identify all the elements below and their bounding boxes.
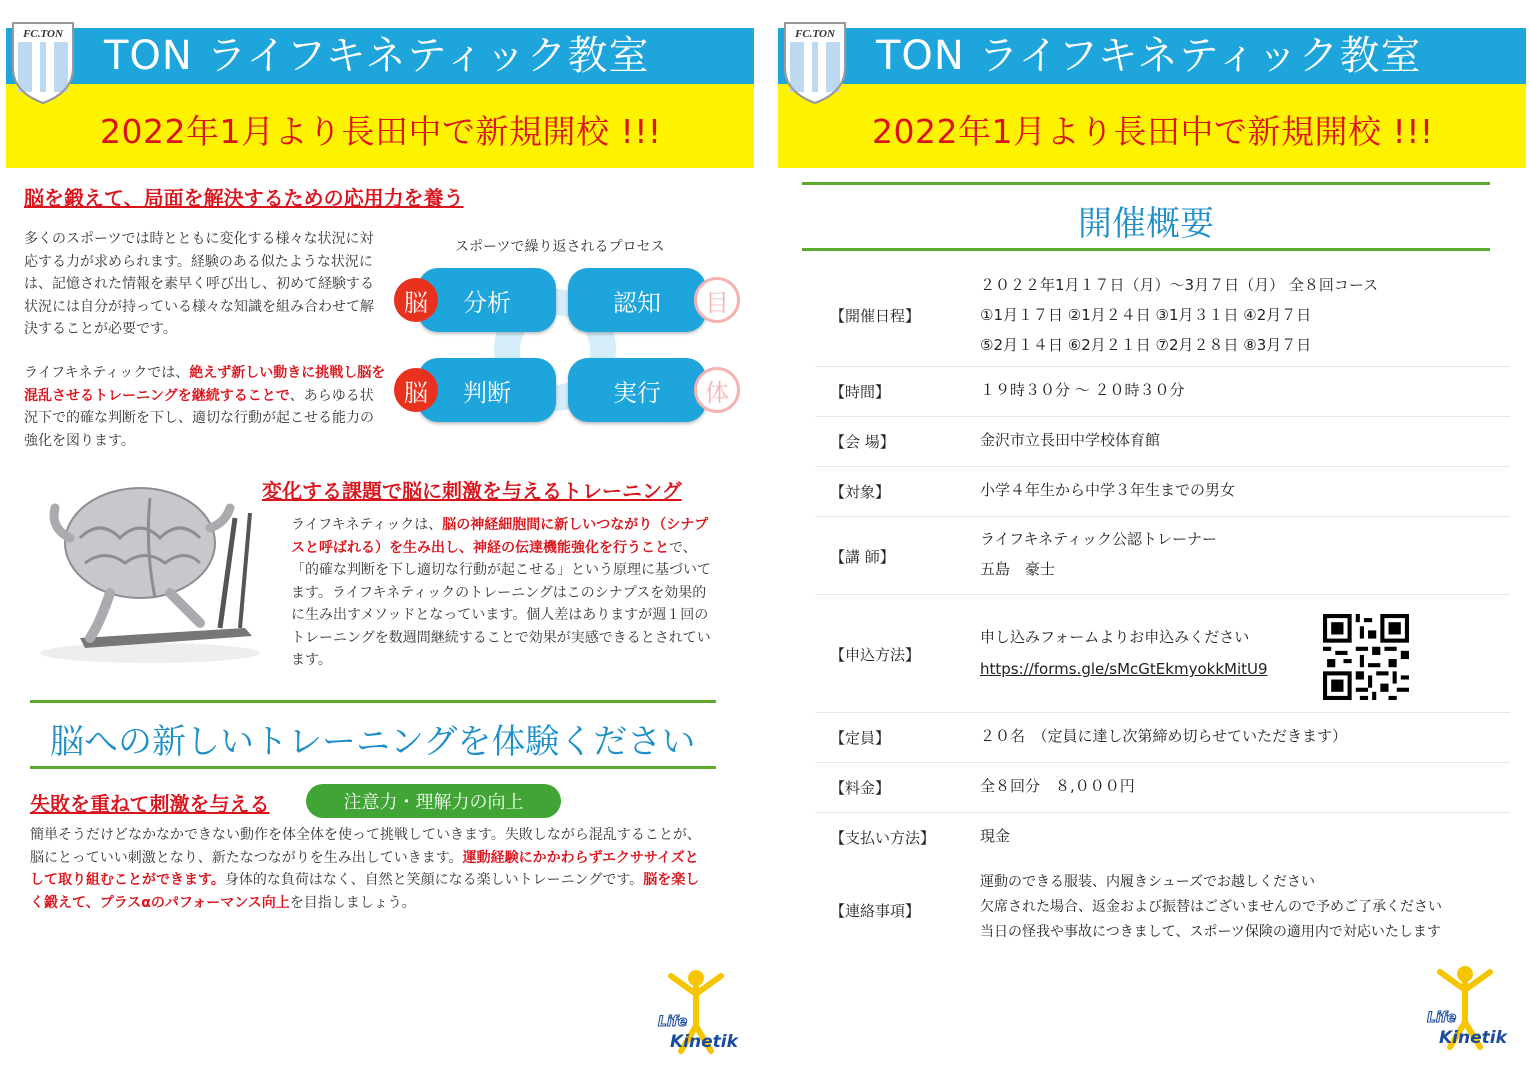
divider	[802, 182, 1490, 185]
row-label: 【時間】	[830, 383, 891, 401]
section3-heading: 失敗を重ねて刺激を与える	[30, 792, 270, 816]
brain-badge: 脳	[394, 368, 438, 412]
row-value: 欠席された場合、返金および振替はございませんので予めご了承ください	[980, 899, 1442, 915]
qr-code-icon[interactable]	[1323, 614, 1409, 700]
row-value: 当日の怪我や事故につきまして、スポーツ保険の適用内で対応いたします	[980, 924, 1441, 940]
announcement: 2022年1月より長田中で新規開校 !!!	[872, 112, 1434, 151]
row-value: ⑤2月１４日 ⑥2月２１日 ⑦2月２８日 ⑧3月７日	[980, 336, 1312, 354]
section3-para: 簡単そうだけどなかなかできない動作を体全体を使って挑戦していきます。失敗しながら混乱することが、脳にとっていい刺激となり、新たなつながりを生み出していきます。運動経験にかかわらずエクササイズとして取り組むことができます。身体的な負荷はなく、自然と笑顔になる楽しいトレーニングです。脳を楽しく鍛えて、プラスαのパフォーマンス向上を目指しましょう。	[30, 827, 701, 911]
experience-banner: 脳への新しいトレーニングを体験ください	[50, 722, 696, 762]
row-value: ①1月１７日 ②1月２４日 ③1月３１日 ④2月７日	[980, 306, 1312, 324]
right-page	[770, 0, 1529, 1073]
brain-treadmill-illustration	[30, 478, 270, 668]
row-schedule	[815, 268, 1510, 367]
row-label: 【料金】	[830, 779, 891, 797]
row-time	[815, 366, 1510, 417]
row-label: 【講 師】	[830, 548, 895, 566]
process-caption: スポーツで繰り返されるプロセス	[455, 239, 665, 255]
body-badge: 体	[694, 367, 740, 413]
crest-text: FC.TON	[23, 28, 63, 40]
process-execution: 実行	[568, 358, 706, 422]
page-title: TON ライフキネティック教室	[876, 33, 1422, 79]
row-notes	[815, 860, 1510, 955]
row-target	[815, 466, 1510, 517]
section2-para: ライフキネティックは、脳の神経細胞間に新しいつながり（シナプスと呼ばれる）を生み出し、神経の伝達機能強化を行うことで、「的確な判断を下し適切な行動が起こせる」という原理に基づいてます。ライフキネティックのトレーニングはこのシナプスを効果的に生み出すメソッドとなっています。個人差はありますが週１回のトレーニングを数週間継続することで効果が実感できるとされています。	[291, 517, 711, 668]
row-value: １９時３０分 〜 ２０時３０分	[980, 381, 1185, 399]
announcement: 2022年1月より長田中で新規開校 !!!	[100, 112, 662, 151]
row-value: 運動のできる服装、内履きシューズでお越しください	[980, 874, 1316, 890]
lifekinetik-logo	[1425, 962, 1505, 1052]
section2-heading: 変化する課題で脳に刺激を与えるトレーニング	[262, 479, 682, 503]
row-venue	[815, 416, 1510, 467]
row-value: ２０名 （定員に達し次第締め切らせていただきます）	[980, 727, 1348, 745]
row-capacity	[815, 712, 1510, 763]
page-title: TON ライフキネティック教室	[104, 33, 650, 79]
row-value: ライフキネティック公認トレーナー	[980, 530, 1218, 548]
divider	[30, 766, 716, 769]
row-value: 現金	[980, 827, 1011, 845]
row-label: 【申込方法】	[830, 646, 921, 664]
row-value: 申し込みフォームよりお申込みください	[980, 628, 1250, 646]
process-analysis: 分析	[418, 268, 556, 332]
row-label: 【定員】	[830, 729, 891, 747]
eye-badge: 目	[694, 277, 740, 323]
section1-para1: 多くのスポーツでは時とともに変化する様々な状況に対応する力が求められます。経験のある似たような状況には、記憶された情報を素早く呼び出し、初めて経験する状況には自分が持っている様々な知識を組み合わせて解決することが必要です。	[24, 231, 374, 337]
row-application	[815, 594, 1510, 713]
row-value: 全８回分 ８,０００円	[980, 777, 1135, 795]
overview-title: 開催概要	[1078, 204, 1214, 244]
row-value: 小学４年生から中学３年生までの男女	[980, 481, 1236, 499]
section1-para2: ライフキネティックでは、絶えず新しい動きに挑戦し脳を混乱させるトレーニングを継続することで、あらゆる状況下で的確な判断を下し、適切な行動が起こせる能力の強化を図ります。	[24, 365, 386, 449]
section1-heading: 脳を鍛えて、局面を解決するための応用力を養う	[24, 186, 464, 210]
left-page	[0, 0, 760, 1073]
crest-icon	[10, 20, 76, 106]
crest-text: FC.TON	[795, 28, 835, 40]
crest-icon	[782, 20, 848, 106]
row-label: 【支払い方法】	[830, 829, 936, 847]
lifekinetik-logo	[656, 966, 736, 1056]
logo-life: Life	[658, 1014, 688, 1030]
process-judgment: 判断	[418, 358, 556, 422]
attention-tag: 注意力・理解力の向上	[306, 784, 561, 818]
row-fee	[815, 762, 1510, 813]
row-value: 金沢市立長田中学校体育館	[980, 431, 1161, 449]
row-label: 【対象】	[830, 483, 891, 501]
process-recognition: 認知	[568, 268, 706, 332]
row-instructor	[815, 516, 1510, 595]
divider	[30, 700, 716, 703]
row-label: 【連絡事項】	[830, 902, 921, 920]
row-payment	[815, 812, 1510, 860]
application-link[interactable]: https://forms.gle/sMcGtEkmyokkMitU9	[980, 660, 1268, 678]
row-value: 五島 豪士	[980, 560, 1056, 578]
logo-kinetik: Kinetik	[670, 1032, 738, 1052]
logo-kinetik: Kinetik	[1439, 1028, 1507, 1048]
row-value: ２０２２年1月１７日（月）〜3月７日（月） 全８回コース	[980, 276, 1379, 294]
logo-life: Life	[1427, 1010, 1457, 1026]
row-label: 【開催日程】	[830, 307, 921, 325]
brain-badge: 脳	[394, 278, 438, 322]
row-label: 【会 場】	[830, 433, 895, 451]
divider	[802, 248, 1490, 251]
